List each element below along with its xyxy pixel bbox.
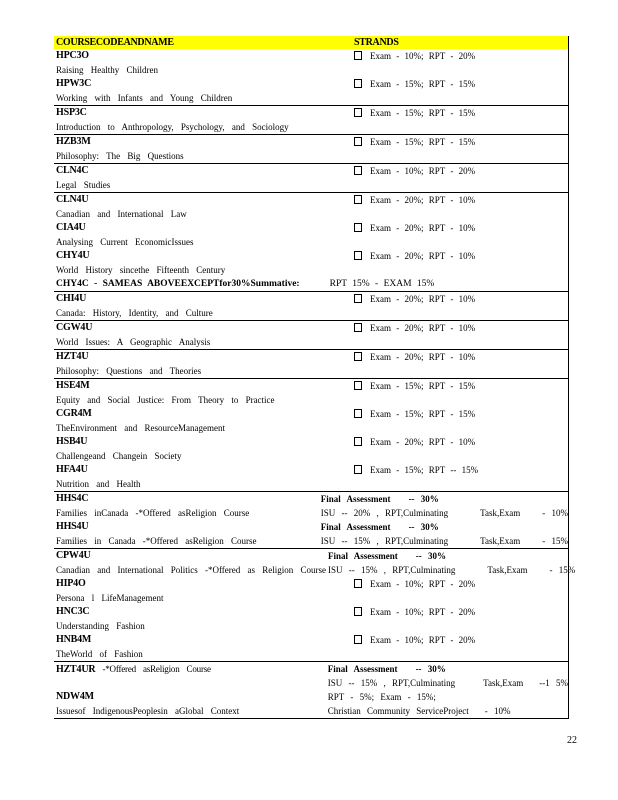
strand-weights: Exam - 20%; RPT - 10% [370,352,476,362]
bullet-box-icon [354,166,362,175]
final-assessment-label: Final Assessment [320,522,391,532]
table-row [54,135,568,163]
table-row [54,549,576,577]
strand-weights: Exam - 10%; RPT - 20% [370,635,476,645]
strand-weights: Exam - 20%; RPT - 10% [370,437,476,447]
course-code: CGW4U [56,322,93,333]
table-row [54,106,568,134]
course-code: CHI4U [56,293,87,304]
table-row [54,605,568,633]
table-row-group [54,292,568,321]
final-assessment-label: Final Assessment [327,664,398,674]
table-row [54,577,568,605]
summative-note-text: CHY4C - SAMEAS ABOVEEXCEPTfor30%Summative: [56,279,300,289]
assessment-detail: ISU -- 15% , RPT,Culminating [328,565,456,575]
course-name: -*Offered asReligion Course [102,664,211,674]
strand-weights: Exam - 15%; RPT -- 15% [370,465,479,475]
assessment-detail: ISU -- 15% , RPT,Culminating [320,536,449,546]
bullet-box-icon [354,635,362,644]
table-row [54,249,568,277]
table-header [54,36,568,49]
header-strands: STRANDS [354,37,399,48]
assessment-task: Task,Exam [480,508,521,518]
course-name: Raising Healthy Children [56,65,158,75]
strand-weights: Exam - 10%; RPT - 20% [370,166,476,176]
final-assessment-line [321,492,568,506]
bullet-box-icon [354,607,362,616]
table-row [54,221,568,249]
strand-weights: Exam - 20%; RPT - 10% [370,323,476,333]
bullet-box-icon [354,195,362,204]
course-name: World Issues: A Geographic Analysis [56,337,211,347]
course-code: CGR4M [56,408,92,419]
course-code: HZB3M [56,136,91,147]
course-code: HSP3C [56,107,87,118]
course-code-line [56,662,326,676]
course-name: Legal Studies [56,180,111,190]
final-assessment-percent: -- 30% [408,522,439,532]
table-row-group [54,379,568,492]
course-code: NDW4M [56,691,94,702]
strand-line [354,605,568,619]
strand-weights: Exam - 15%; RPT - 15% [370,108,476,118]
table-row [54,321,568,349]
strand-weights: Exam - 10%; RPT - 20% [370,607,476,617]
final-assessment-line [321,520,568,534]
service-project-weight: - 10% [484,706,511,716]
strand-weights: Exam - 20%; RPT - 10% [370,223,476,233]
assessment-task: Task,Exam [487,565,528,575]
bullet-box-icon [354,409,362,418]
bullet-box-icon [354,579,362,588]
final-assessment-line [328,662,568,676]
course-code: HHS4C [56,493,89,504]
strand-line [354,577,568,591]
bullet-box-icon [354,79,362,88]
bullet-box-icon [354,137,362,146]
bullet-box-icon [354,251,362,260]
course-code: HHS4U [56,521,89,532]
summative-note-weights: RPT 15% - EXAM 15% [329,279,435,289]
table-row [54,633,568,661]
course-code: CIA4U [56,222,86,233]
table-row [54,292,568,320]
strand-weights: Exam - 20%; RPT - 10% [370,251,476,261]
assessment-detail: ISU -- 15% , RPT,Culminating [327,678,456,688]
table-row [54,662,568,718]
strand-line [354,321,568,335]
course-code: HPW3C [56,78,92,89]
final-assessment-percent: -- 30% [415,551,447,561]
strand-line [354,463,568,477]
strand-line [354,77,568,91]
bullet-box-icon [354,352,362,361]
strand-weights: Exam - 20%; RPT - 10% [370,294,476,304]
table-row-group-cpw [54,549,576,662]
bullet-box-icon [354,323,362,332]
table-row [54,492,568,520]
strand-weights: Exam - 10%; RPT - 20% [370,51,476,61]
table-row [54,193,568,221]
table-row [54,435,568,463]
course-name: Analysing Current EconomicIssues [56,237,194,247]
final-assessment-percent: -- 30% [415,664,446,674]
course-code: HSB4U [56,436,88,447]
course-name: Canadian and International Politics -*Offered as Religion Course [56,565,327,575]
final-assessment-label: Final Assessment [320,494,391,504]
assessment-weight: - 15% [549,565,576,575]
bullet-box-icon [354,294,362,303]
strand-weights: Exam - 15%; RPT - 15% [370,137,476,147]
summative-note [54,277,568,291]
table-row-group [54,193,568,292]
service-project-line [328,704,568,718]
strand-line [354,193,568,207]
course-name: Families inCanada -*Offered asReligion Course [56,508,250,518]
strand-weights: Exam - 20%; RPT - 10% [370,195,476,205]
table-row-group [54,135,568,164]
final-assessment-label: Final Assessment [328,551,398,561]
strand-line [354,633,568,647]
course-name: Understanding Fashion [56,621,145,631]
strand-line [354,106,568,120]
assessment-detail-line [321,506,568,520]
strand-weights: Exam - 15%; RPT - 15% [370,381,476,391]
strand-line [354,164,568,178]
table-row [54,49,568,77]
course-code: HFA4U [56,464,88,475]
assessment-detail: ISU -- 20% , RPT,Culminating [320,508,449,518]
course-strands-table [54,36,576,719]
course-name: TheWorld of Fashion [56,649,143,659]
table-row [54,350,568,378]
table-row [54,77,568,105]
strand-line [354,350,568,364]
table-row [54,463,568,491]
assessment-weight: - 10% [542,508,568,518]
service-project-label: Christian Community ServiceProject [327,706,469,716]
course-code: HZT4UR [56,664,96,675]
assessment-weight: - 15% [542,536,568,546]
course-name: Canadian and International Law [56,209,187,219]
bullet-box-icon [354,381,362,390]
strand-line [354,407,568,421]
course-code: HSE4M [56,380,90,391]
course-code: HIP4O [56,578,86,589]
page-number: 22 [567,735,577,746]
assessment-weight: --1 5% [539,678,568,688]
course-name: Canada: History, Identity, and Culture [56,308,213,318]
course-name: World History sincethe Fifteenth Century [56,265,226,275]
strand-weights: Exam - 10%; RPT - 20% [370,579,476,589]
table-row-group [54,164,568,193]
strand-line [354,435,568,449]
bullet-box-icon [354,465,362,474]
course-name: Challengeand Changein Society [56,451,182,461]
course-name: Persona l LifeManagement [56,593,164,603]
course-name: Families in Canada -*Offered asReligion Course [56,536,257,546]
course-code: HZT4U [56,351,89,362]
final-assessment-percent: -- 30% [408,494,439,504]
header-course-code-and-name: COURSECODEANDNAME [56,37,174,48]
assessment-detail-line [328,676,568,690]
assessment-task: Task,Exam [480,536,521,546]
table-row [54,379,568,407]
bullet-box-icon [354,108,362,117]
bullet-box-icon [354,51,362,60]
bullet-box-icon [354,223,362,232]
assessment-task: Task,Exam [483,678,524,688]
strand-weights: Exam - 15%; RPT - 15% [370,409,476,419]
table-row-group [54,49,568,106]
course-code: CLN4U [56,194,89,205]
course-code: CPW4U [56,550,91,561]
bullet-box-icon [354,437,362,446]
course-name: Equity and Social Justice: From Theory to Practice [56,395,275,405]
strand-line [354,135,568,149]
table-row-group [54,321,568,350]
course-code: HNC3C [56,606,90,617]
course-code: HPC3O [56,50,89,61]
assessment-detail-line [321,534,568,548]
strand-line [354,249,568,263]
strand-line [354,221,568,235]
assessment-detail-line [328,563,575,577]
course-name: Philosophy: Questions and Theories [56,366,202,376]
table-row-group-hhs [54,492,568,549]
course-code: CLN4C [56,165,89,176]
course-name: Philosophy: The Big Questions [56,151,184,161]
course-code: HNB4M [56,634,92,645]
strand-line [354,292,568,306]
final-assessment-line [328,549,575,563]
table-row [54,164,568,192]
table-row [54,520,568,548]
course-code: CHY4U [56,250,90,261]
rpt-exam-line: RPT - 5%; Exam - 15%; [327,692,436,702]
table-row-group [54,106,568,135]
table-row [54,407,568,435]
strand-line [354,379,568,393]
course-name: TheEnvironment and ResourceManagement [56,423,225,433]
course-name: Nutrition and Health [56,479,141,489]
strand-weights: Exam - 15%; RPT - 15% [370,79,476,89]
course-name: Introduction to Anthropology, Psychology, and Sociology [56,122,289,132]
table-row-group-hzt-ndw [54,662,568,719]
course-name: Issuesof IndigenousPeoplesin aGlobal Context [56,706,240,716]
strand-line [354,49,568,63]
course-name: Working with Infants and Young Children [56,93,233,103]
table-row-group [54,350,568,379]
